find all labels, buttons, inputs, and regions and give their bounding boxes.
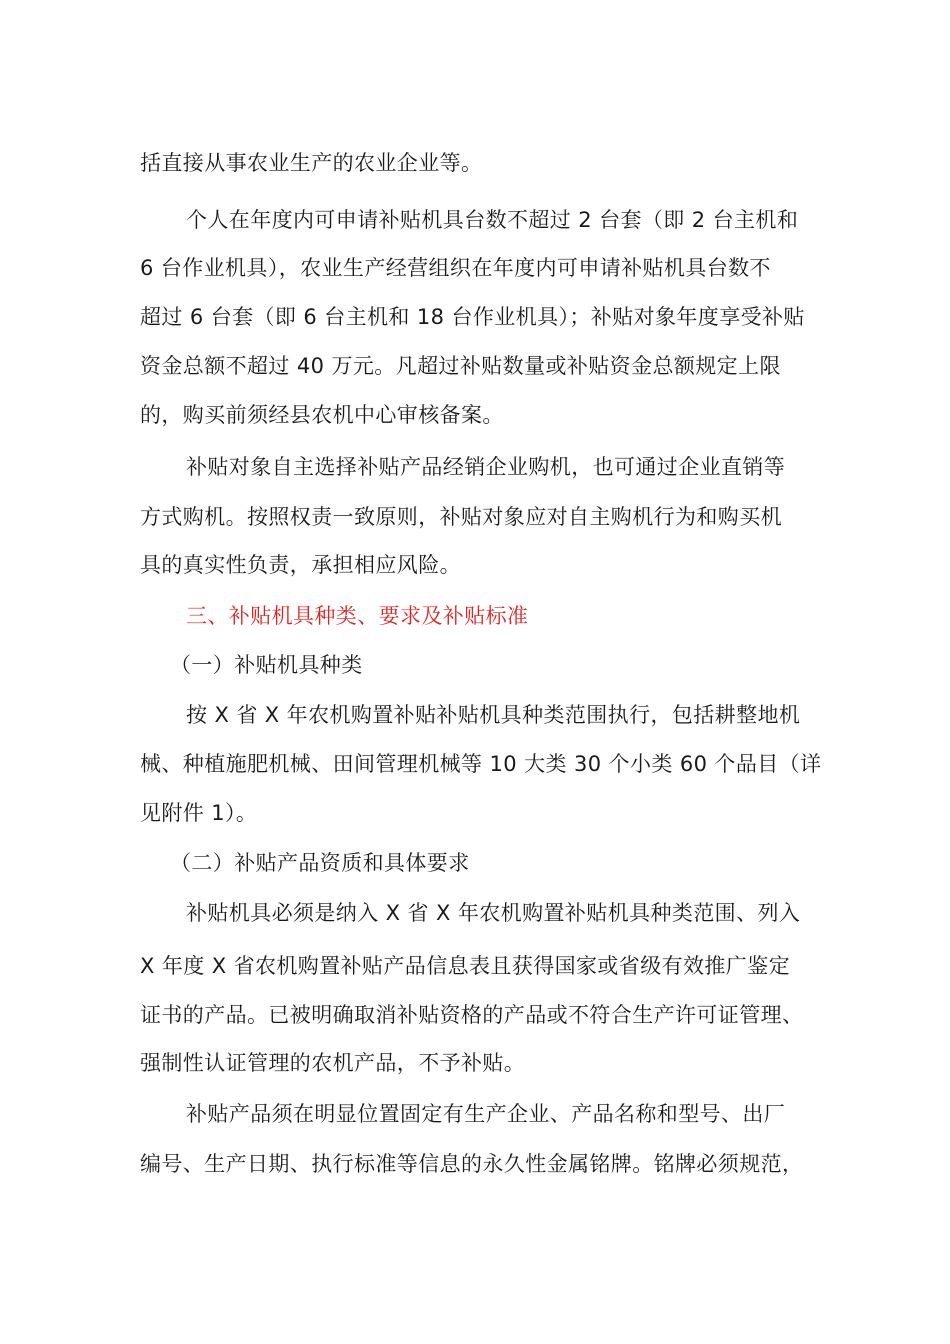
- paragraph-line: 的，购买前须经县农机中心审核备案。: [140, 403, 504, 427]
- section-heading: 三、补贴机具种类、要求及补贴标准: [186, 604, 529, 628]
- paragraph-line: 编号、生产日期、执行标准等信息的永久性金属铭牌。铭牌必须规范，: [140, 1152, 804, 1176]
- paragraph-line: 补贴机具必须是纳入 X 省 X 年农机购置补贴机具种类范围、列入: [186, 901, 801, 925]
- paragraph-line: 方式购机。按照权责一致原则，补贴对象应对自主购机行为和购买机: [140, 505, 782, 529]
- paragraph-line: 6 台作业机具），农业生产经营组织在年度内可申请补贴机具台数不: [140, 256, 771, 280]
- paragraph-line: 超过 6 台套（即 6 台主机和 18 台作业机具）；补贴对象年度享受补贴: [140, 305, 805, 329]
- subsection-heading: （一）补贴机具种类: [170, 653, 363, 677]
- paragraph-line: 具的真实性负责，承担相应风险。: [140, 553, 461, 577]
- paragraph-line: 强制性认证管理的农机产品，不予补贴。: [140, 1051, 526, 1075]
- subsection-heading: （二）补贴产品资质和具体要求: [170, 851, 470, 875]
- paragraph-line: 械、种植施肥机械、田间管理机械等 10 大类 30 个小类 60 个品目（详: [140, 752, 822, 776]
- paragraph-line: 见附件 1）。: [140, 801, 258, 825]
- paragraph-line: 资金总额不超过 40 万元。凡超过补贴数量或补贴资金总额规定上限: [140, 354, 781, 378]
- paragraph-line: 补贴产品须在明显位置固定有生产企业、产品名称和型号、出厂: [186, 1102, 786, 1126]
- paragraph-line: 个人在年度内可申请补贴机具台数不超过 2 台套（即 2 台主机和: [186, 208, 799, 232]
- paragraph-line: 按 X 省 X 年农机购置补贴补贴机具种类范围执行，包括耕整地机: [186, 703, 801, 727]
- paragraph-line: 括直接从事农业生产的农业企业等。: [140, 151, 483, 175]
- paragraph-line: X 年度 X 省农机购置补贴产品信息表且获得国家或省级有效推广鉴定: [140, 954, 790, 978]
- paragraph-line: 补贴对象自主选择补贴产品经销企业购机，也可通过企业直销等: [186, 455, 786, 479]
- paragraph-line: 证书的产品。已被明确取消补贴资格的产品或不符合生产许可证管理、: [140, 1003, 804, 1027]
